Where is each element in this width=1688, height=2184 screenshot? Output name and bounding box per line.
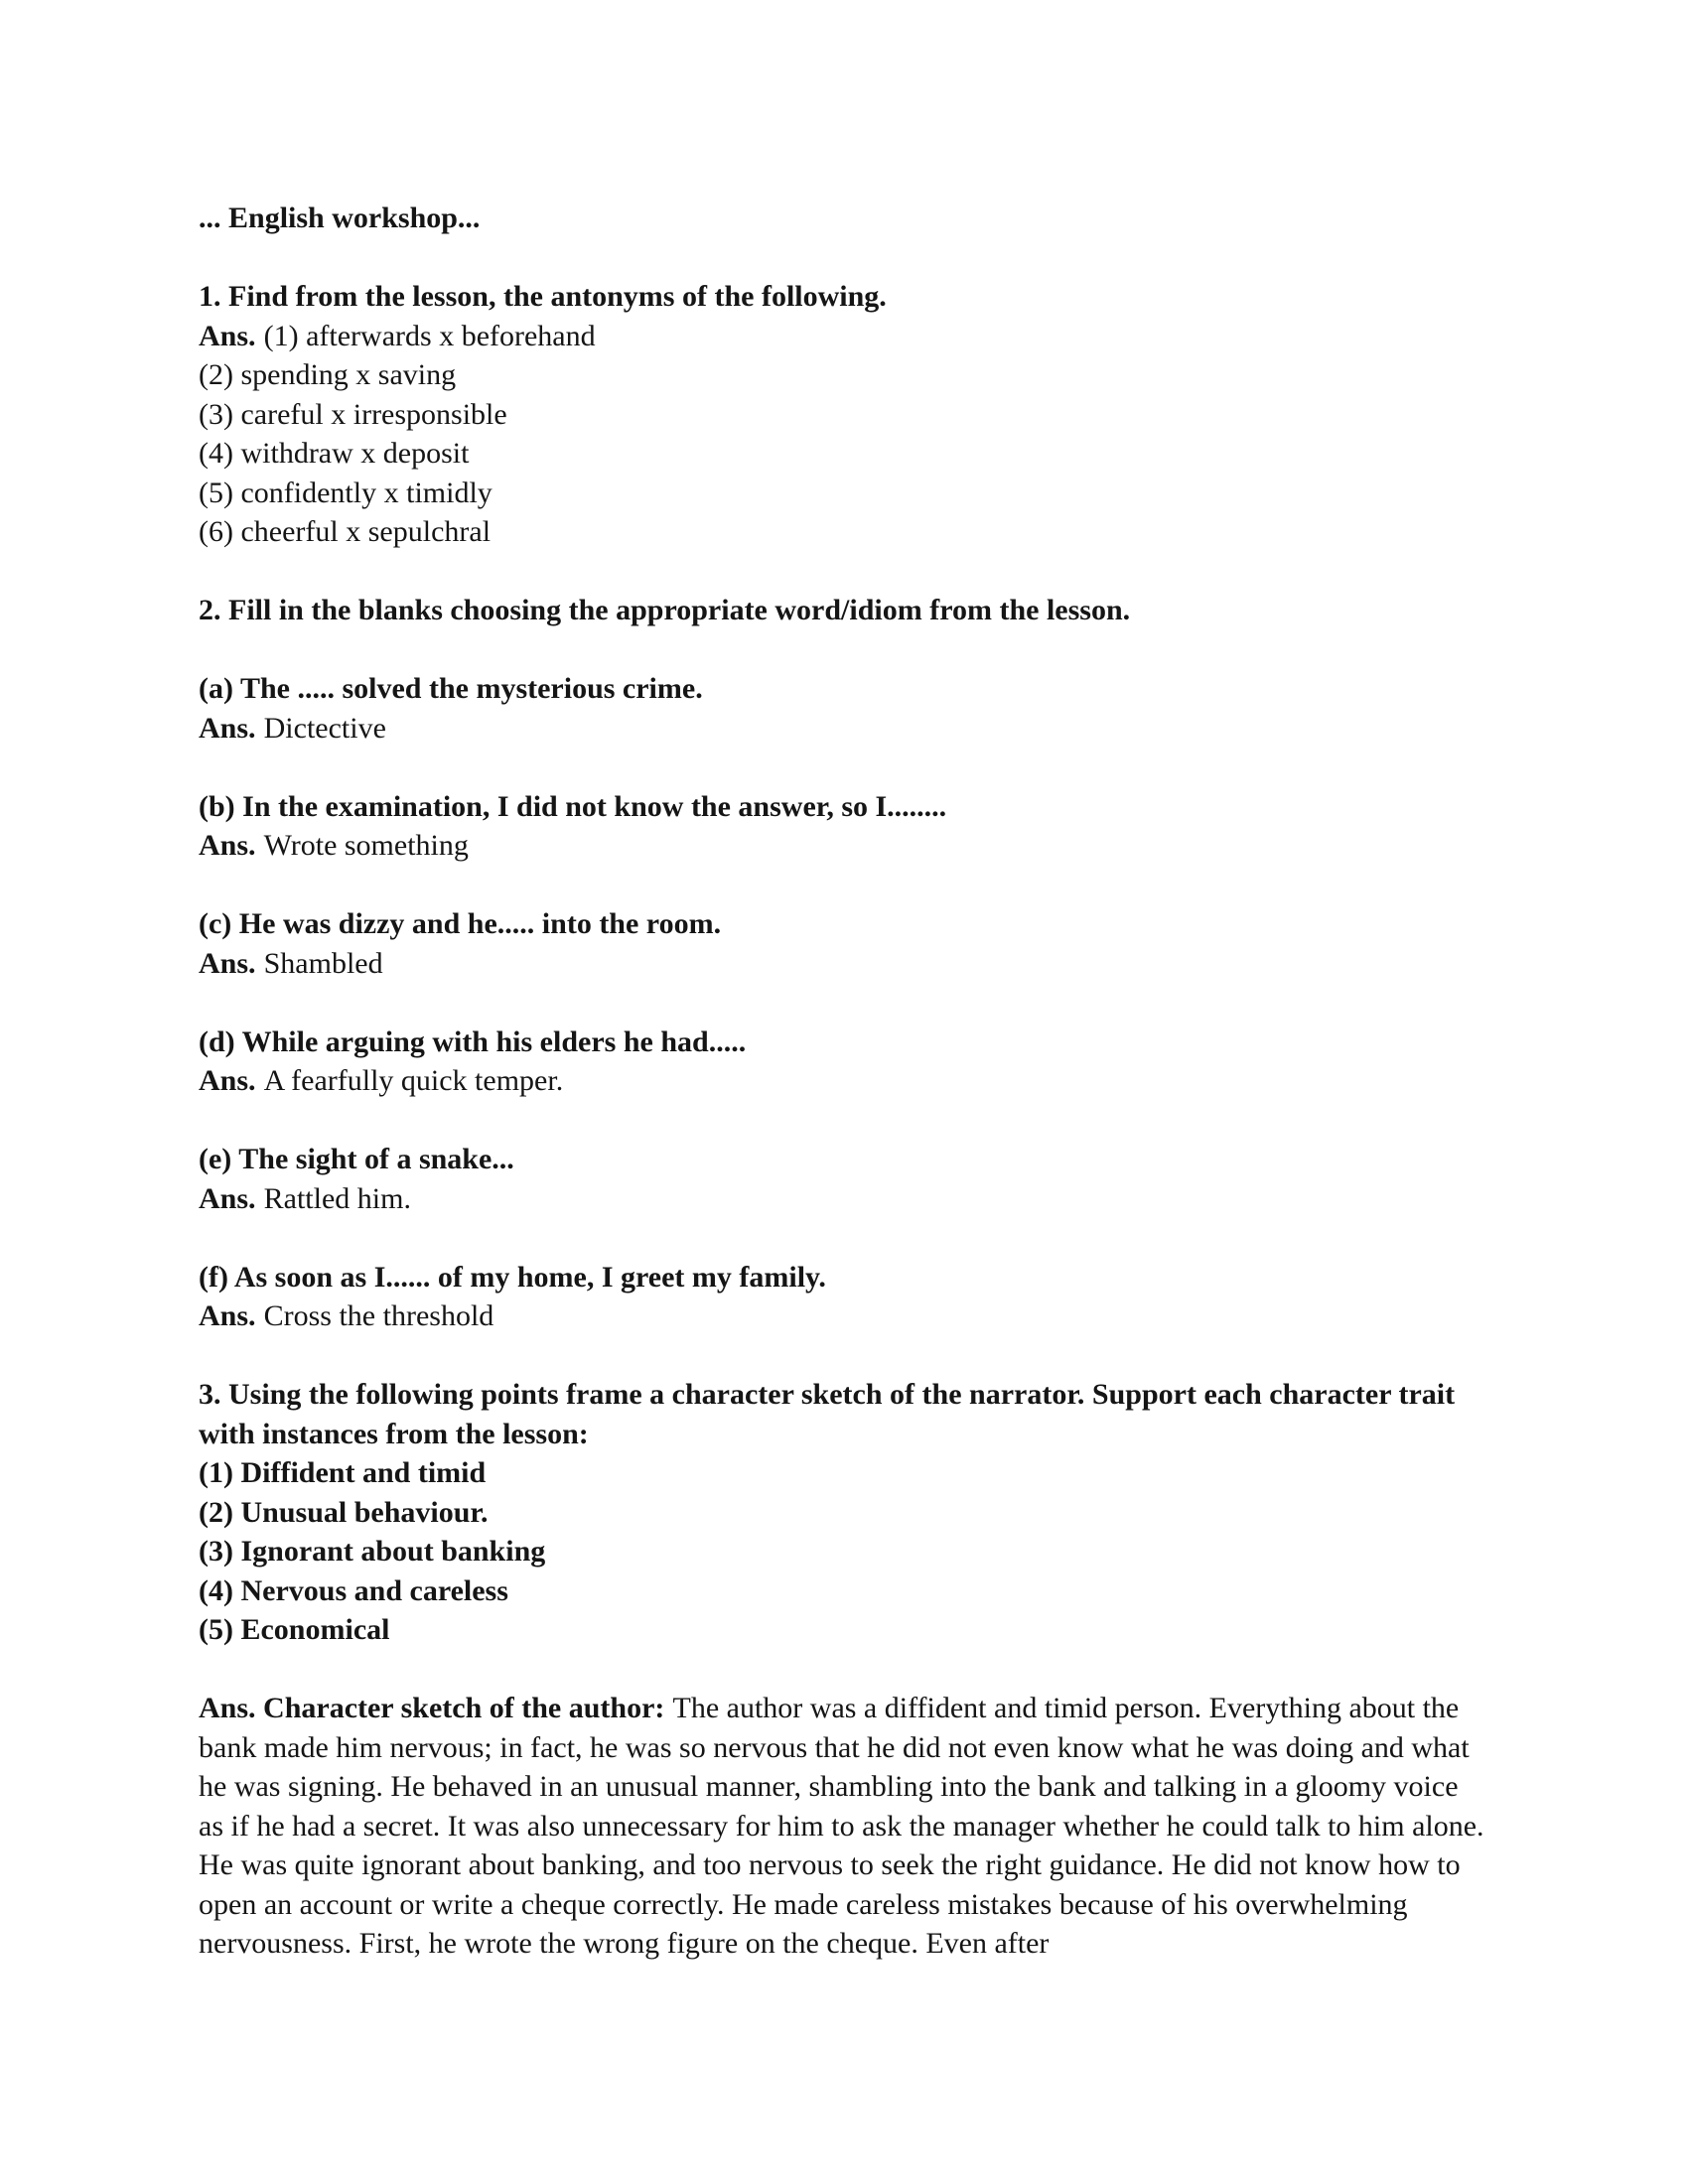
sub-question: (c) He was dizzy and he..... into the room. <box>199 907 722 940</box>
sub-answer-line <box>199 826 1484 866</box>
question-1-section <box>199 277 1484 552</box>
antonym-pair: (2) spending x saving <box>199 358 457 391</box>
trait-item: (3) Ignorant about banking <box>199 1535 546 1568</box>
sub-question: (b) In the examination, I did not know the answer, so I........ <box>199 789 947 823</box>
question-2-sub-b <box>199 787 1484 866</box>
sub-question: (e) The sight of a snake... <box>199 1143 514 1175</box>
antonym-pair: (5) confidently x timidly <box>199 476 492 509</box>
question-3-section <box>199 1375 1484 1650</box>
answer-text: A fearfully quick temper. <box>263 1064 564 1097</box>
sub-question: (f) As soon as I...... of my home, I greet my family. <box>199 1260 826 1294</box>
sub-question: (a) The ..... solved the mysterious crime. <box>199 672 703 705</box>
question-3-answer-paragraph <box>199 1689 1484 1964</box>
sub-answer-line <box>199 944 1484 984</box>
trait-item: (5) Economical <box>199 1613 390 1646</box>
answer-text: Wrote something <box>263 829 469 862</box>
ans-label: Ans. <box>199 1299 256 1332</box>
trait-item: (1) Diffident and timid <box>199 1456 487 1489</box>
antonym-pair: (6) cheerful x sepulchral <box>199 515 492 548</box>
ans-label: Ans. <box>199 946 256 980</box>
trait-item: (2) Unusual behaviour. <box>199 1495 489 1529</box>
answer-paragraph <box>199 1689 1484 1964</box>
question-2-heading: 2. Fill in the blanks choosing the appropriate word/idiom from the lesson. <box>199 594 1131 626</box>
antonym-pair: (4) withdraw x deposit <box>199 437 470 470</box>
ans-label: Ans. <box>199 1181 256 1215</box>
question-2-sub-c <box>199 904 1484 983</box>
page-title: ... English workshop... <box>199 202 481 234</box>
answer-lead: Ans. Character sketch of the author: <box>199 1692 665 1724</box>
question-2-sub-d <box>199 1023 1484 1101</box>
question-3-heading: 3. Using the following points frame a character sketch of the narrator. Support each character trait with instances from the lesson: <box>199 1378 1456 1450</box>
sub-answer-line <box>199 1061 1484 1101</box>
question-2-sub-a <box>199 669 1484 748</box>
sub-answer-line <box>199 709 1484 749</box>
ans-label: Ans. <box>199 711 256 745</box>
answer-body-text: The author was a diffident and timid person. Everything about the bank made him nervous; in fact, he was so nervous that he did not even know what he was doing and what he was signing. He behaved in an unusual manner, shambling into the bank and talking in a gloomy voice as if he had a secret. It was also unnecessary for him to ask the manager whether he could talk to him alone. He was quite ignorant about banking, and too nervous to seek the right guidance. He did not know how to open an account or write a cheque correctly. He made careless mistakes because of his overwhelming nervousness. First, he wrote the wrong figure on the cheque. Even after <box>199 1692 1484 1960</box>
question-2-sub-e <box>199 1140 1484 1218</box>
ans-label: Ans. <box>199 1064 256 1097</box>
ans-label: Ans. <box>199 319 256 352</box>
answer-text: Dictective <box>263 711 386 745</box>
question-2-heading-block <box>199 591 1484 630</box>
sub-answer-line <box>199 1297 1484 1336</box>
question-1-answer-line <box>199 317 1484 356</box>
antonym-pair: (1) afterwards x beforehand <box>263 319 596 352</box>
antonym-pair: (3) careful x irresponsible <box>199 397 507 431</box>
sub-question: (d) While arguing with his elders he had..... <box>199 1024 747 1058</box>
trait-item: (4) Nervous and careless <box>199 1573 508 1607</box>
answer-text: Rattled him. <box>263 1181 411 1215</box>
ans-label: Ans. <box>199 829 256 862</box>
title-block <box>199 199 1484 238</box>
question-2-sub-f <box>199 1258 1484 1336</box>
answer-text: Shambled <box>263 946 383 980</box>
question-1-heading: 1. Find from the lesson, the antonyms of the following. <box>199 280 887 313</box>
sub-answer-line <box>199 1179 1484 1219</box>
answer-text: Cross the threshold <box>263 1299 494 1332</box>
